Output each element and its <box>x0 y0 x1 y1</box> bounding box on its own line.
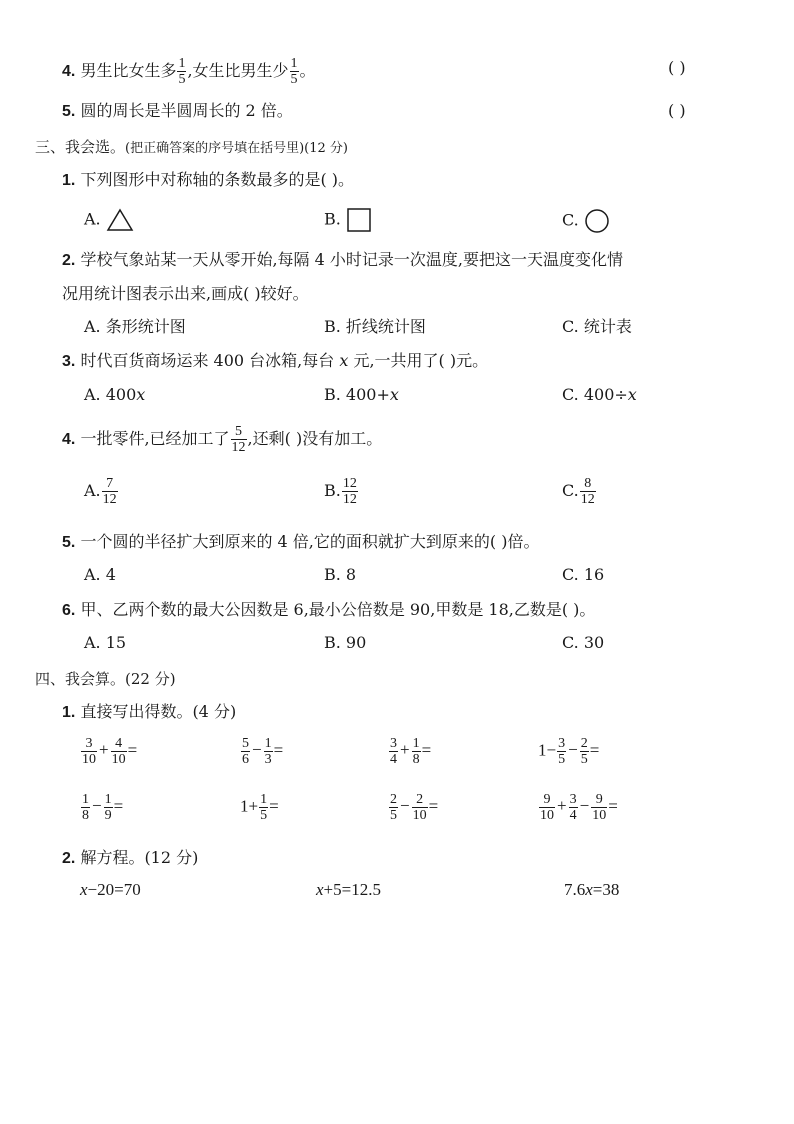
answer-paren[interactable]: ( ) <box>668 58 686 77</box>
section-score: (22 分) <box>125 670 176 688</box>
option-c[interactable]: C. 统计表 <box>562 317 632 336</box>
part-2-heading: 2. 解方程。(12 分) <box>62 848 199 867</box>
calc-expr-6: 1+ $\frac{1}{5}$ = <box>240 792 279 823</box>
part-1-heading: 1. 直接写出得数。(4 分) <box>62 702 237 721</box>
option-a[interactable]: A. 4 <box>84 565 116 584</box>
option-c[interactable]: C. 400÷x <box>562 385 637 404</box>
calc-expr-1: $\frac{3}{10}$ + $\frac{4}{10}$ = <box>82 736 138 767</box>
option-a[interactable]: A. 400x <box>84 385 146 404</box>
option-a[interactable]: A. 条形统计图 <box>84 317 186 336</box>
option-c[interactable]: C. $\frac{8}{12}$ <box>562 476 595 507</box>
question-number: 5. <box>62 534 76 551</box>
option-b[interactable]: B. 8 <box>324 565 357 584</box>
section-4-heading <box>35 668 176 689</box>
section-note: (把正确答案的序号填在括号里)(12 分) <box>125 141 348 156</box>
equation-3: 7.6x=38 <box>564 880 620 899</box>
question-number: 2. <box>62 850 76 867</box>
question-number: 3. <box>62 353 76 370</box>
section-title: 三、我会选。 <box>35 138 126 156</box>
equation-1: x−20=70 <box>80 880 141 899</box>
option-b[interactable]: B. $\frac{12}{12}$ <box>324 476 357 507</box>
choice-q4: 4. 一批零件,已经加工了 $\frac{5}{12}$ ,还剩( )没有加工。 <box>62 424 383 455</box>
fraction: $\frac{5}{12}$ <box>231 424 246 455</box>
equation-2: x+5=12.5 <box>316 880 381 899</box>
option-c[interactable]: C. 16 <box>562 565 605 584</box>
option-a[interactable]: A. 15 <box>84 633 127 652</box>
answer-paren[interactable]: ( ) <box>668 101 686 120</box>
question-number: 5. <box>62 103 76 120</box>
section-title: 四、我会算。 <box>35 670 126 688</box>
choice-q6: 6. 甲、乙两个数的最大公因数是 6,最小公倍数是 90,甲数是 18,乙数是( )。 <box>62 600 596 619</box>
question-number: 6. <box>62 602 76 619</box>
question-number: 1. <box>62 704 76 721</box>
option-b[interactable]: B. 折线统计图 <box>324 317 426 336</box>
circle-icon <box>584 208 610 234</box>
choice-q2: 2. 学校气象站某一天从零开始,每隔 4 小时记录一次温度,要把这一天温度变化情 <box>62 250 623 269</box>
square-icon <box>346 208 372 232</box>
question-number: 4. <box>62 431 76 448</box>
option-c[interactable]: C. 30 <box>562 633 605 652</box>
question-number: 2. <box>62 252 76 269</box>
fraction: $\frac{1}{5}$ <box>290 56 298 87</box>
question-number: 4. <box>62 63 76 80</box>
option-c[interactable]: C. <box>562 208 610 234</box>
question-number: 1. <box>62 172 76 189</box>
judge-q4: 4. 男生比女生多 $\frac{1}{5}$ ,女生比男生少 $\frac{1}{5}$ 。 <box>62 56 316 87</box>
calc-expr-5: $\frac{1}{8}$ − $\frac{1}{9}$ = <box>82 792 124 823</box>
choice-q5: 5. 一个圆的半径扩大到原来的 4 倍,它的面积就扩大到原来的( )倍。 <box>62 532 540 551</box>
fraction: $\frac{1}{5}$ <box>178 56 186 87</box>
calc-expr-2: $\frac{5}{6}$ − $\frac{1}{3}$ = <box>242 736 284 767</box>
option-a[interactable]: A. <box>84 208 134 232</box>
section-3-heading <box>35 136 348 157</box>
triangle-icon <box>106 208 134 232</box>
option-b[interactable]: B. <box>324 208 372 232</box>
judge-q5: 5. 圆的周长是半圆周长的 2 倍。 <box>62 101 293 120</box>
option-b[interactable]: B. 90 <box>324 633 367 652</box>
choice-q2-line2: 况用统计图表示出来,画成( )较好。 <box>62 284 309 303</box>
calc-expr-7: $\frac{2}{5}$ − $\frac{2}{10}$ = <box>390 792 439 823</box>
option-a[interactable]: A. $\frac{7}{12}$ <box>84 476 117 507</box>
calc-expr-3: $\frac{3}{4}$ + $\frac{1}{8}$ = <box>390 736 432 767</box>
calc-expr-4: 1− $\frac{3}{5}$ − $\frac{2}{5}$ = <box>538 736 600 767</box>
choice-q1: 1. 下列图形中对称轴的条数最多的是( )。 <box>62 170 355 189</box>
option-b[interactable]: B. 400+x <box>324 385 399 404</box>
calc-expr-8: $\frac{9}{10}$ + $\frac{3}{4}$ − $\frac{9}{10}$ = <box>540 792 618 823</box>
choice-q3: 3. 时代百货商场运来 400 台冰箱,每台 x 元,一共用了( )元。 <box>62 351 489 370</box>
